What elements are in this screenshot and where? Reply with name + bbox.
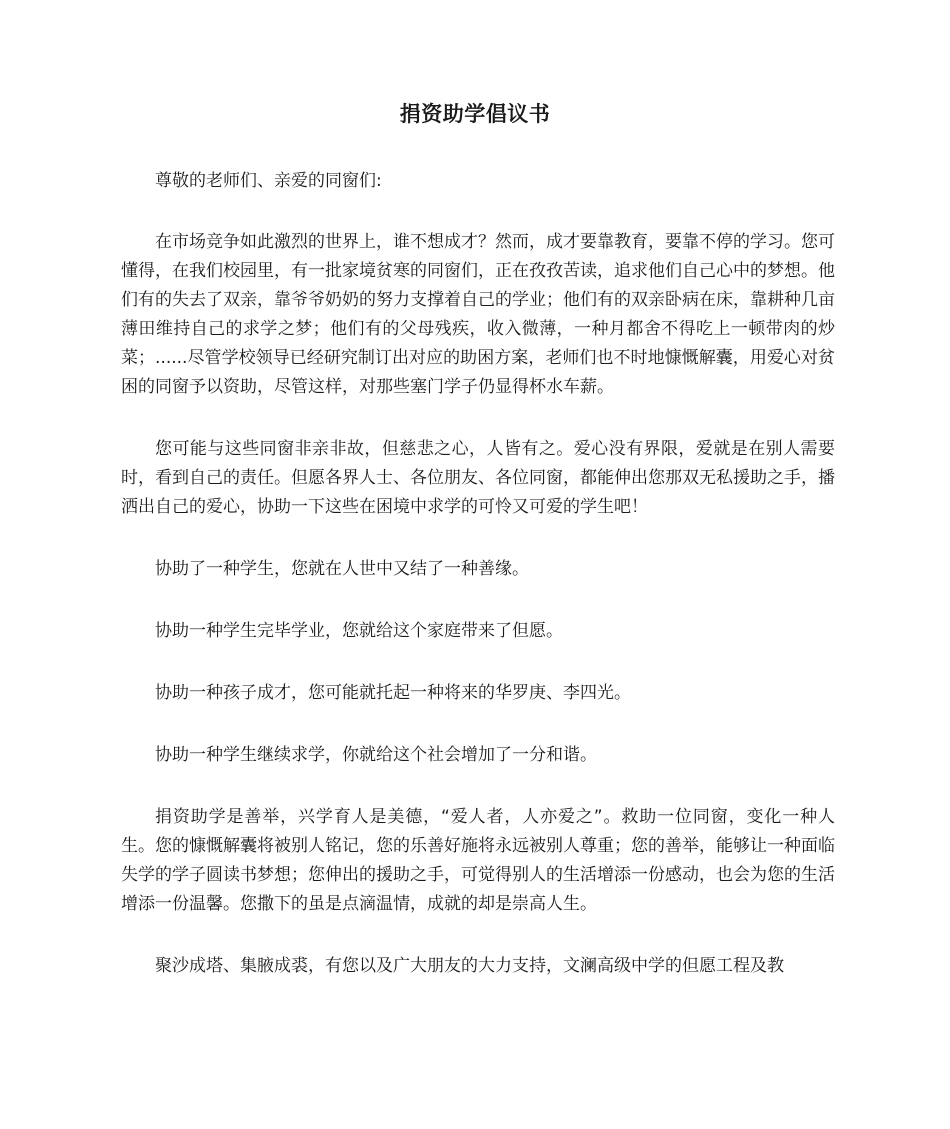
paragraph-help-4: 协助一种学生继续求学，你就给这个社会增加了一分和谐。 [155, 745, 597, 765]
paragraph-virtue: 捐资助学是善举，兴学育人是美德，“爱人者，人亦爱之”。救助一位同窗，变化一种人生。您的慷慨解囊将被别人铭记，您的乐善好施将永远被别人尊重；您的善举，能够让一种面临失学的学子圆读书梦想；您伸出的援助之手，可觉得别人的生活增添一份感动，也会为您的生活增添一份温馨。您撒下的虽是点滴温情，成就的却是崇高人生。 [121, 807, 835, 914]
document-title: 捐资助学倡议书 [399, 102, 551, 126]
paragraph-closing: 聚沙成塔、集腋成裘，有您以及广大朋友的大力支持，文澜高级中学的但愿工程及教 [155, 956, 784, 976]
paragraph-appeal: 您可能与这些同窗非亲非故，但慈悲之心，人皆有之。爱心没有界限，爱就是在别人需要时，看到自己的责任。但愿各界人士、各位朋友、各位同窗，都能伸出您那双无私援助之手，播洒出自己的爱心，协助一下这些在困境中求学的可怜又可爱的学生吧！ [121, 439, 835, 517]
paragraph-help-3: 协助一种孩子成才，您可能就托起一种将来的华罗庚、李四光。 [155, 683, 631, 703]
document-body [121, 167, 835, 1014]
paragraph-intro: 在市场竞争如此激烈的世界上，谁不想成才？然而，成才要靠教育，要靠不停的学习。您可懂得，在我们校园里，有一批家境贫寒的同窗们，正在孜孜苦读，追求他们自己心中的梦想。他们有的失去了双亲，靠爷爷奶奶的努力支撑着自己的学业；他们有的双亲卧病在床，靠耕种几亩薄田维持自己的求学之梦；他们有的父母残疾，收入微薄，一种月都舍不得吃上一顿带肉的炒菜；......尽管学校领导已经研究制订出对应的助困方案，老师们也不时地慷慨解囊，用爱心对贫困的同窗予以资助，尽管这样，对那些塞门学子仍显得杯水车薪。 [121, 232, 835, 397]
paragraph-help-1: 协助了一种学生，您就在人世中又结了一种善缘。 [155, 559, 529, 579]
paragraph-help-2: 协助一种学生完毕学业，您就给这个家庭带来了但愿。 [155, 621, 563, 641]
greeting: 尊敬的老师们、亲爱的同窗们: [155, 171, 382, 191]
